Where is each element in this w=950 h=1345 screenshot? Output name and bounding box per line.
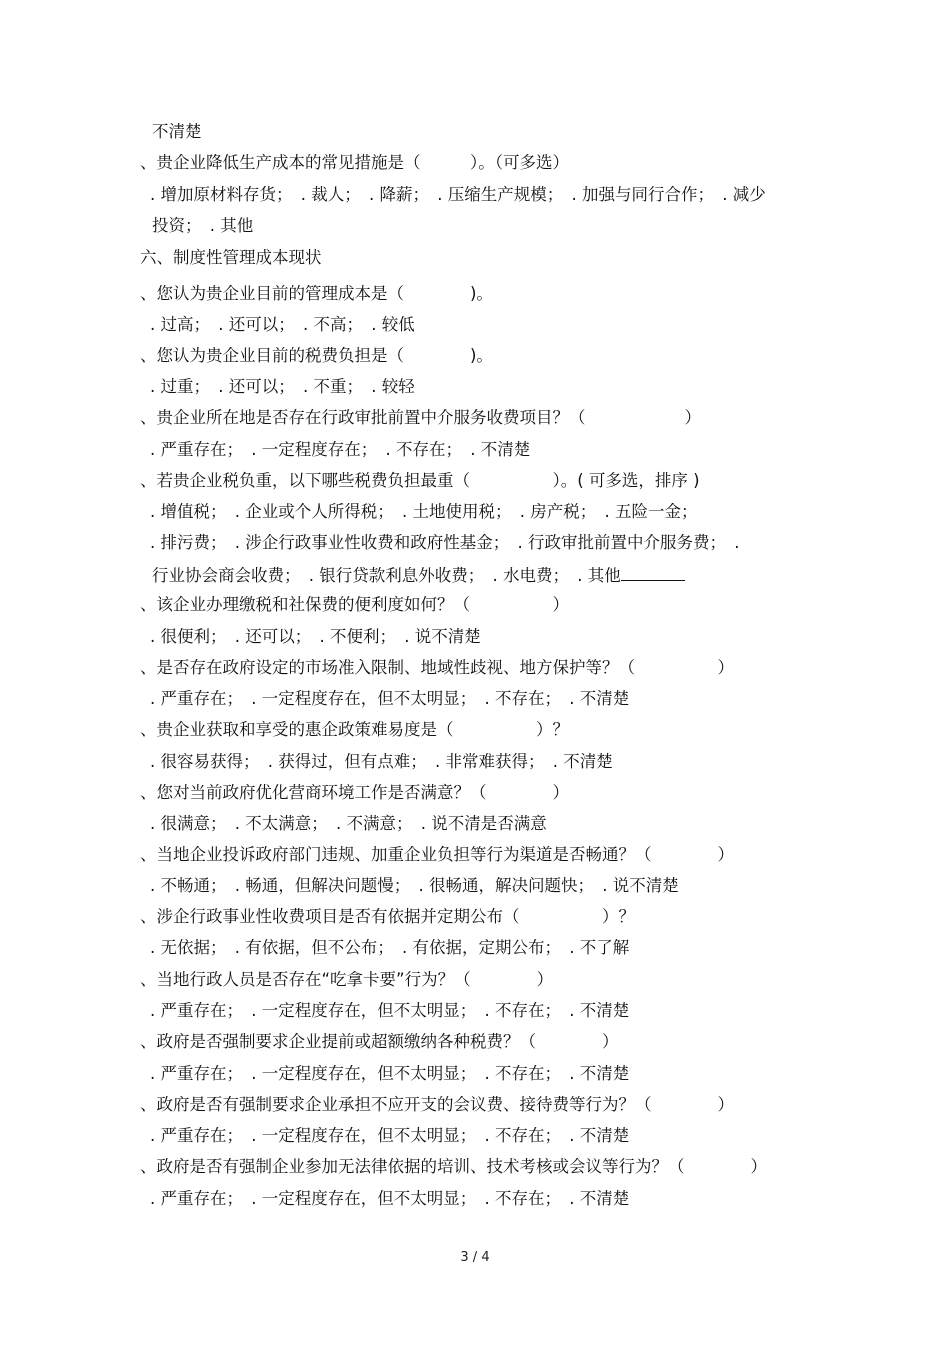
question-line: 、若贵企业税负重，以下哪些税费负担最重（ ）。( 可多选，排序 ) (140, 471, 700, 490)
option-line: . 不畅通； . 畅通，但解决问题慢； . 很畅通，解决问题快； . 说不清楚 (150, 876, 679, 895)
option-line: . 过重； . 还可以； . 不重； . 较轻 (150, 377, 415, 396)
text-line: 不清楚 (152, 122, 202, 141)
option-line: . 无依据； . 有依据，但不公布； . 有依据，定期公布； . 不了解 (150, 938, 630, 957)
option-line: . 严重存在； . 一定程度存在； . 不存在； . 不清楚 (150, 440, 531, 459)
question-line: 、贵企业降低生产成本的常见措施是（ ）。（可多选） (140, 153, 569, 172)
question-line: 、是否存在政府设定的市场准入限制、地域性歧视、地方保护等？（ ） (140, 658, 734, 677)
option-line: . 严重存在； . 一定程度存在，但不太明显； . 不存在； . 不清楚 (150, 1189, 630, 1208)
fill-in-blank (621, 564, 685, 581)
question-line: 、政府是否强制要求企业提前或超额缴纳各种税费？（ ） (140, 1032, 619, 1051)
option-line: . 很容易获得； . 获得过，但有点难； . 非常难获得； . 不清楚 (150, 752, 613, 771)
question-line: 、当地企业投诉政府部门违规、加重企业负担等行为渠道是否畅通？（ ） (140, 845, 734, 864)
option-text: 行业协会商会收费； . 银行贷款利息外收费； . 水电费； . 其他 (152, 566, 621, 585)
option-line: . 排污费； . 涉企行政事业性收费和政府性基金； . 行政审批前置中介服务费； . (150, 533, 740, 552)
question-line: 、政府是否有强制企业参加无法律依据的培训、技术考核或会议等行为？（ ） (140, 1157, 767, 1176)
option-line: . 很便利； . 还可以； . 不便利； . 说不清楚 (150, 627, 481, 646)
question-line: 、政府是否有强制要求企业承担不应开支的会议费、接待费等行为？（ ） (140, 1095, 734, 1114)
option-line: . 严重存在； . 一定程度存在，但不太明显； . 不存在； . 不清楚 (150, 689, 630, 708)
page-number: 3 / 4 (460, 1250, 490, 1265)
question-line: 、您认为贵企业目前的管理成本是（ )。 (140, 284, 493, 303)
option-line: . 严重存在； . 一定程度存在，但不太明显； . 不存在； . 不清楚 (150, 1001, 630, 1020)
question-line: 、您对当前政府优化营商环境工作是否满意？（ ） (140, 783, 569, 802)
option-line: . 严重存在； . 一定程度存在，但不太明显； . 不存在； . 不清楚 (150, 1064, 630, 1083)
question-line: 、涉企行政事业性收费项目是否有依据并定期公布（ ）？ (140, 907, 635, 926)
question-line: 、贵企业所在地是否存在行政审批前置中介服务收费项目？（ ） (140, 408, 701, 427)
question-line: 、您认为贵企业目前的税费负担是（ )。 (140, 346, 493, 365)
question-line: 、贵企业获取和享受的惠企政策难易度是（ ）？ (140, 720, 569, 739)
option-line: . 很满意； . 不太满意； . 不满意； . 说不清是否满意 (150, 814, 547, 833)
option-line: . 增加原材料存货； . 裁人； . 降薪； . 压缩生产规模； . 加强与同行合作； . 减少 (150, 185, 766, 204)
option-line: . 严重存在； . 一定程度存在，但不太明显； . 不存在； . 不清楚 (150, 1126, 630, 1145)
question-line: 、当地行政人员是否存在“吃拿卡要”行为？（ ） (140, 970, 554, 989)
option-line: . 过高； . 还可以； . 不高； . 较低 (150, 315, 415, 334)
option-line: . 增值税； . 企业或个人所得税； . 土地使用税； . 房产税； . 五险一金； (150, 502, 698, 521)
option-line: 投资； . 其他 (152, 216, 254, 235)
section-heading: 六、制度性管理成本现状 (140, 248, 322, 267)
option-line (152, 564, 685, 586)
question-line: 、该企业办理缴税和社保费的便利度如何？（ ） (140, 595, 569, 614)
